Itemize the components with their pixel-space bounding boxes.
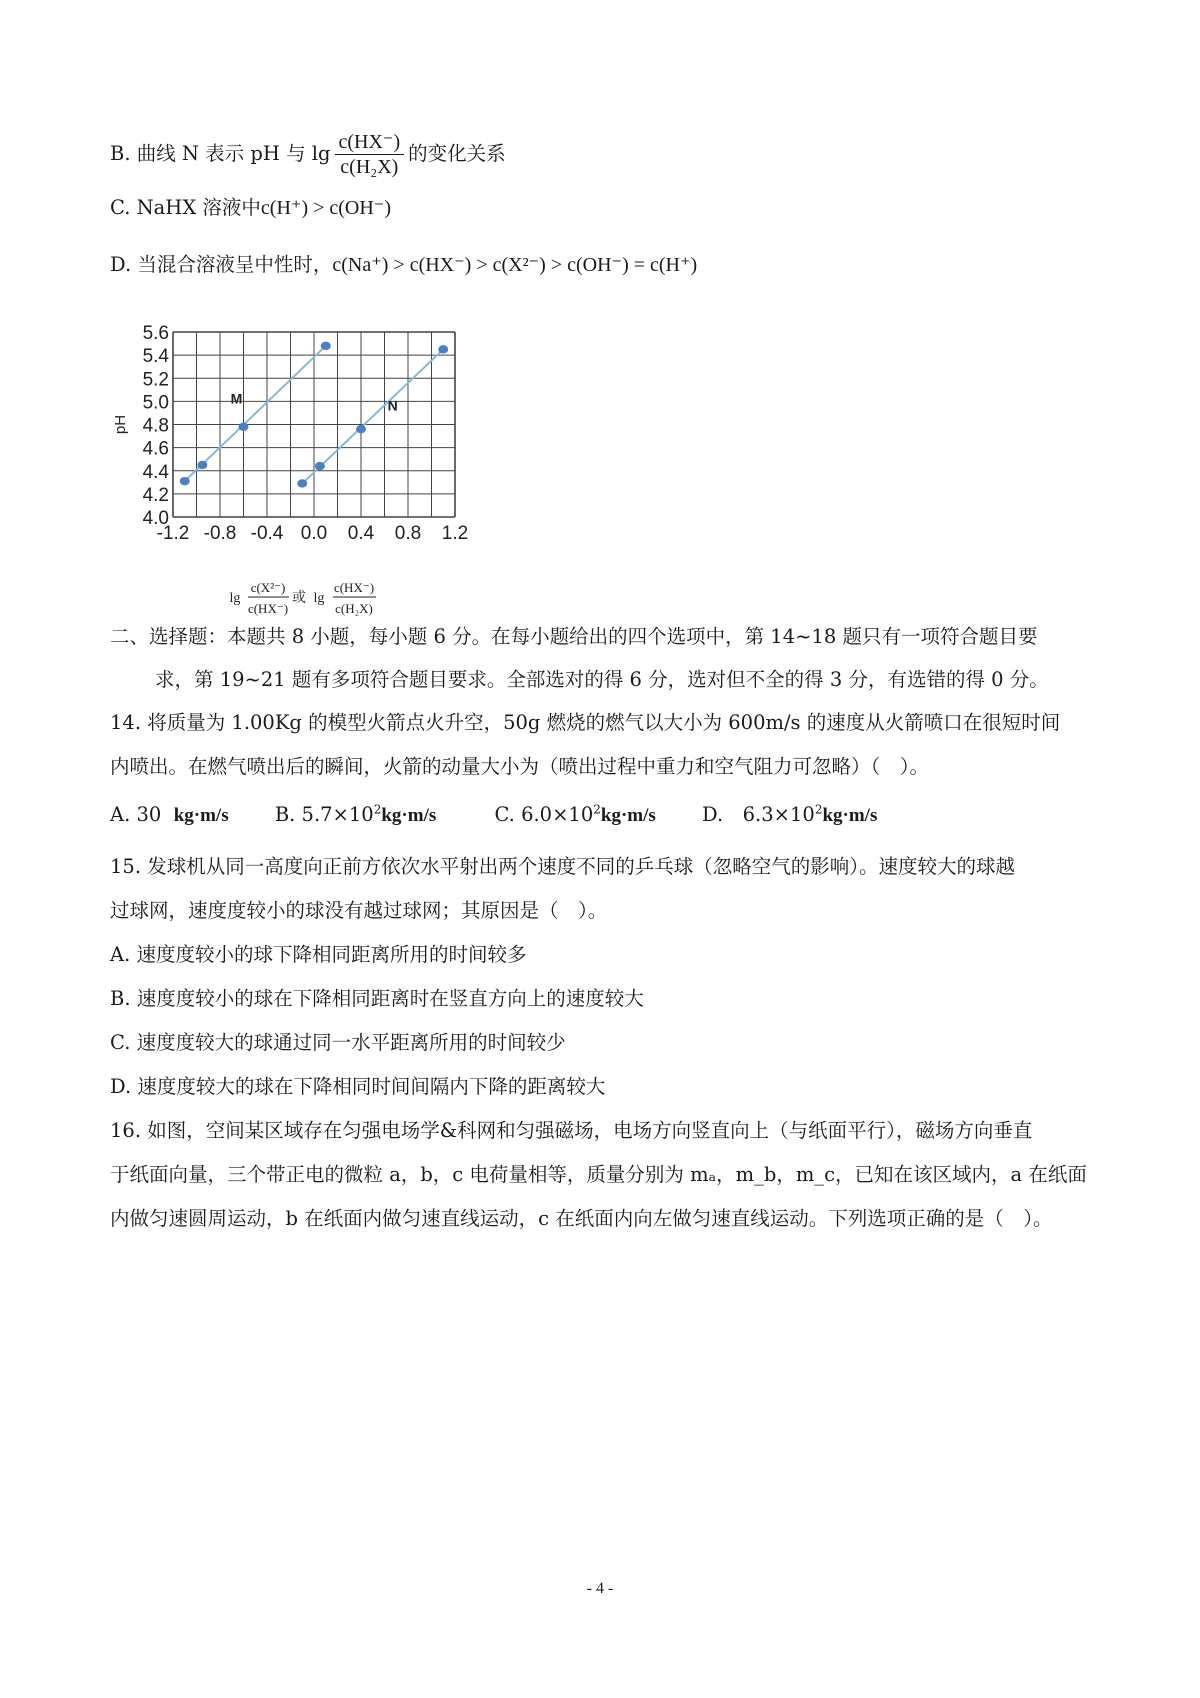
q15-option-c: C. 速度度较大的球通过同一水平距离所用的时间较少 [110, 1031, 566, 1054]
data-point-N [356, 425, 366, 433]
q14-opt-c-text: C. 6.0×10 [494, 803, 594, 826]
q14-opt-b-exp: 2 [373, 802, 382, 817]
x-tick-label: 0.0 [300, 523, 328, 544]
series-label-M: M [230, 390, 243, 407]
q14-opt-d-unit: kg·m/s [822, 805, 878, 826]
option-b-suffix: 的变化关系 [408, 142, 506, 165]
y-tick-label: 4.6 [142, 438, 169, 460]
ph-chart [112, 323, 535, 672]
x-label-frac2-num: c(HX⁻) [333, 580, 375, 595]
data-point-N [438, 345, 448, 353]
data-point-M [180, 477, 190, 485]
q14-line1: 14. 将质量为 1.00Kg 的模型火箭点火升空，50g 燃烧的燃气以大小为 600m/s 的速度从火箭喷口在很短时间 [110, 711, 1061, 734]
q14-opt-a-text: A. 30 [110, 803, 162, 826]
option-b-frac-num: c(HX⁻) [335, 130, 405, 155]
q14-opt-d-text: D. 6.3×10 [702, 803, 815, 826]
q15-option-d: D. 速度度较大的球在下降相同时间间隔内下降的距离较大 [110, 1075, 606, 1098]
q14-option-b [275, 803, 436, 826]
data-point-M [321, 342, 331, 350]
y-tick-label: 4.4 [142, 461, 169, 483]
option-b-prefix: B. 曲线 N 表示 pH 与 lg [110, 142, 331, 165]
y-tick-label: 5.2 [142, 369, 169, 391]
q16-line1: 16. 如图，空间某区域存在匀强电场学&科网和匀强磁场，电场方向竖直向上（与纸面平行），磁场方向垂直 [110, 1119, 1033, 1142]
y-tick-label: 5.6 [142, 323, 169, 344]
x-tick-label: 0.8 [394, 523, 422, 544]
y-tick-label: 4.8 [142, 415, 169, 437]
q15-option-b: B. 速度度较小的球在下降相同距离时在竖直方向上的速度较大 [110, 987, 644, 1010]
option-c-formula: c(H⁺) > c(OH⁻) [260, 197, 392, 219]
data-point-M [239, 423, 249, 431]
y-axis-label: pH [112, 414, 129, 435]
q14-opt-c-exp: 2 [593, 802, 601, 817]
q14-line2: 内喷出。在燃气喷出后的瞬间，火箭的动量大小为（喷出过程中重力和空气阻力可忽略）（ ）。 [110, 755, 930, 778]
y-tick-label: 5.4 [142, 346, 169, 368]
data-point-N [315, 462, 325, 470]
y-tick-label: 4.2 [142, 484, 169, 506]
q14-opt-d-exp: 2 [814, 802, 823, 817]
q16-line2: 于纸面向量，三个带正电的微粒 a，b，c 电荷量相等，质量分别为 mₐ，m_b，m_c，已知在该区域内，a 在纸面 [110, 1163, 1087, 1186]
option-c [110, 193, 1110, 223]
x-label-or: 或 [292, 591, 306, 606]
x-tick-label: -1.2 [156, 523, 190, 544]
x-label-frac1-den: c(HX⁻) [247, 601, 289, 616]
option-d-prefix: D. 当混合溶液呈中性时， [110, 253, 333, 276]
series-label-N: N [387, 397, 398, 414]
option-d-formula: c(Na⁺) > c(HX⁻) > c(X²⁻) > c(OH⁻) = c(H⁺) [332, 254, 698, 276]
x-tick-label: 0.4 [347, 523, 375, 544]
ph-chart-svg [112, 323, 535, 672]
section2-line2: 求，第 19~21 题有多项符合题目要求。全部选对的得 6 分，选对但不全的得 3 分，有选错的得 0 分。 [155, 668, 1049, 691]
y-tick-label: 5.0 [142, 392, 169, 414]
data-point-M [197, 461, 207, 469]
option-b [110, 130, 1110, 179]
data-point-N [297, 479, 307, 487]
x-tick-label: -0.8 [203, 523, 237, 544]
section2-line1: 二、选择题：本题共 8 小题，每小题 6 分。在每小题给出的四个选项中，第 14~18 题只有一项符合题目要 [110, 625, 1038, 648]
series-line-M [185, 346, 326, 481]
q14-option-a [110, 803, 229, 826]
q15-line1: 15. 发球机从同一高度向正前方依次水平射出两个速度不同的乒乓球（忽略空气的影响）。速度较大的球越 [110, 855, 1015, 878]
option-b-fraction [335, 130, 405, 179]
option-b-frac-den: c(H₂X) [340, 156, 399, 178]
y-tick-label: 4.0 [142, 508, 169, 529]
x-label-frac2-den: c(H₂X) [335, 601, 373, 616]
x-tick-label: 1.2 [441, 523, 469, 544]
x-label-frac1-num: c(X²⁻) [250, 580, 286, 595]
q14-opt-c-unit: kg·m/s [600, 805, 656, 826]
q16-line3: 内做匀速圆周运动，b 在纸面内做匀速直线运动，c 在纸面内向左做匀速直线运动。下列选项正确的是（ ）。 [110, 1207, 1053, 1230]
option-d [110, 250, 1110, 280]
q14-option-d [702, 803, 877, 826]
x-tick-label: -0.4 [250, 523, 284, 544]
q15-line2: 过球网，速度度较小的球没有越过球网；其原因是（ ）。 [110, 899, 608, 922]
x-label-lg-1: lg [229, 591, 241, 606]
q15-option-a: A. 速度度较小的球下降相同距离所用的时间较多 [110, 943, 527, 966]
q14-opt-a-unit: kg·m/s [173, 805, 229, 826]
q14-opt-b-unit: kg·m/s [381, 805, 437, 826]
q14-option-c [494, 803, 655, 826]
x-label-lg-2: lg [313, 591, 325, 606]
option-c-prefix: C. NaHX 溶液中 [110, 196, 261, 219]
page-number: - 4 - [586, 1580, 614, 1597]
q14-opt-b-text: B. 5.7×10 [274, 803, 374, 826]
q14-options [110, 800, 1110, 831]
